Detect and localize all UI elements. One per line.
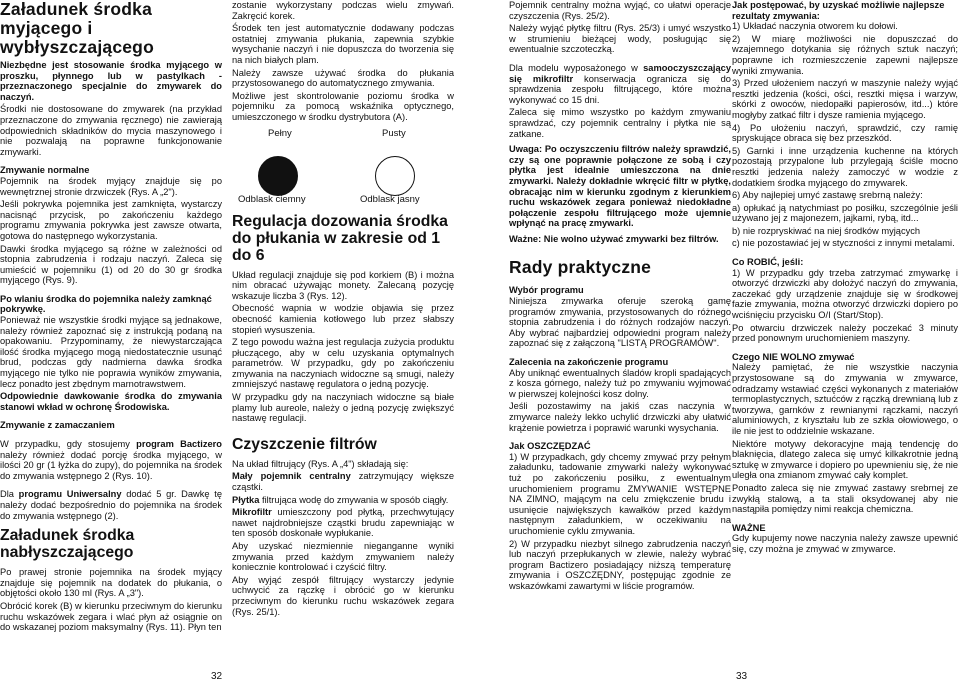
prewash-para-2 [0, 489, 222, 521]
heading-what-to-do: Co ROBIĆ, jeśli: [732, 257, 804, 268]
column-3 [509, 0, 731, 683]
best-3: 3) Przed ułożeniem naczyń w maszynie należy wyjąć resztki jedzenia (kości, ości, resztki mięsa i warzyw, skórki z owoców, niedopałki papierosów, itd...) które mogłyby zatkać filtr i dysze ramienia myjącego. [732, 78, 958, 120]
caption-dark: Odblask ciemny [238, 193, 306, 205]
normal-para-2: Jeśli pokrywka pojemnika jest zamknięta, wystarczy nacisnąć przycisk, po zakończeniu każdego programu zmywania pokrywka jest zawsze otwarta, gotowa do następnego wykorzystania. [0, 199, 222, 241]
filter-para-9 [509, 63, 731, 105]
filter-9-text-c: konserwacja ogranicza się do sprawdzenia zespołu filtrującego, które można wykonywać co 15 dni. [509, 73, 731, 105]
warning-no-filters: Ważne: Nie wolno używać zmywarki bez filtrów. [509, 233, 719, 244]
filter-para-4 [232, 507, 454, 539]
best-6: 6) Aby najlepiej umyć zastawę srebrną należy: [732, 190, 923, 201]
prewash-2-program: programu Uniwersalny [18, 489, 122, 500]
column-1 [0, 0, 222, 683]
not-wash-para-2: Niektóre motywy dekoracyjne mają tendencję do blaknięcia, dlatego zaleca się umyć kilkakrotnie jedną sztukę w zmywarce i dopiero po upewnieniu się, że nie uległa ona zmianom zmywać cały komplet. [732, 438, 958, 481]
page-number-left: 32 [211, 671, 223, 682]
prewash-1-text-a: W przypadku, gdy stosujemy [0, 439, 130, 449]
filter-2-text: zatrzymujący większe cząstki. [232, 471, 454, 493]
reg-para-3: Z tego powodu ważna jest regulacja zużycia produktu płuczącego, aby w celu uzyskania optymalnych parametrów. W przypadku, gdy po zakończeniu zmywania na naczyniach widoczne są smugi, należy zmniejszyć nastawę regulatora o jedną pozycję. [232, 337, 454, 390]
important-para: Gdy kupujemy nowe naczynia należy zawsze upewnić się, czy można je zmywać w zmywarce. [732, 533, 958, 554]
indicator-dark-icon [258, 156, 298, 196]
save-para-2: 2) W przypadku niezbyt silnego zabrudzenia naczyń lub naczyń przepłukanych w zlewie, należy wybrać program Bactizero posiadający niższą temperaturę zmywania i OSZCZĘDNY, postępując zgodnie ze wskazówkami zawartymi w liście programów. [509, 538, 731, 591]
heading-best-results: Jak postępować, by uzyskać możliwie najlepsze rezultaty zmywania: [732, 0, 945, 21]
rinse-level: Możliwe jest skontrolowanie poziomu środka w pojemniku za pomocą wskaźnika optycznego, umieszczonego w środku dystrybutora (A). [232, 90, 454, 122]
filter-9-bold: samooczyszczający się mikrofiltr [509, 62, 731, 84]
dose-para: Ponieważ nie wszystkie środki myjące są jednakowe, należy również zapoznać się z instrukcją podaną na opakowaniu. Przypominamy, że niewystarczająca ilość środka myjącego mogą niedostatecznie usunąć brud, podczas gdy nadmierna dawka środka myjącego nie tylko nie poprawia wyników zmywania, lecz ponadto jest zbędnym marnotrawstwem. [0, 315, 222, 389]
best-6c: c) nie pozostawiać jej w styczności z innymi metalami. [732, 238, 955, 249]
column-4 [732, 0, 958, 683]
rinse-use: Należy zawsze używać środka do płukania przystosowanego do automatycznego zmywania. [232, 67, 454, 89]
heading-after-program: Zalecenia na zakończenie programu [509, 357, 669, 368]
intro-bold: Niezbędne jest stosowanie środka myjącego w proszku, płynnego lub w pastylkach - przeznaczonego specjalnie do zmywarek do naczyń. [0, 60, 222, 102]
prewash-2-text-a: Dla [0, 489, 14, 500]
after-para-2: Jeśli pozostawimy na jakiś czas naczynia w zmywarce należy lekko uchylić drzwiczki aby ułatwić krążenie powietrza i poprawić warunki wysychania. [509, 401, 731, 433]
not-wash-para-3: Ponadto zaleca się nie zmywać zastawy srebrnej ze zwykłą stalową, a ta stali oksydowanej aby nie nastąpiła pomiędzy nimi reakcja chemiczna. [732, 482, 958, 515]
heading-save: Jak OSZCZĘDZAĆ [509, 441, 591, 452]
filter-3-bold: Płytka [232, 494, 260, 505]
best-1: 1) Układać naczynia otworem ku dołowi. [732, 21, 898, 32]
best-6a: a) opłukać ją natychmiast po posiłku, szczególnie jeśli używano jej z majonezem, jajkami, rybą, itd... [732, 202, 958, 224]
filter-para-6: Aby wyjąć zespół filtrujący wystarczy jedynie uchwycić za rączkę i obrócić go w kierunku przeciwnym do kierunku ruchu wskazówek zegara (Rys. 25/1). [232, 574, 454, 617]
filter-3-text: filtrująca wodę do zmywania w sposób ciągły. [262, 494, 449, 505]
best-2: 2) W miarę możliwości nie dopuszczać do wzajemnego dotykania się różnych sztuk naczyń; poprawne ich rozmieszczenie zapewni najlepsze wyniki zmywania. [732, 33, 958, 76]
title-rinse-aid: Załadunek środka nabłyszczającego [0, 527, 135, 562]
heading-program-choice: Wybór programu [509, 285, 584, 296]
normal-para-3: Dawki środka myjącego są różne w zależności od stopnia zabrudzenia i rodzaju naczyń. Zaleca się umieścić w pojemniku (1) od 20 do 30 gr środka myjącego (Rys. 9). [0, 243, 222, 286]
after-para-1: Aby uniknąć ewentualnych śladów kropli spadających z kosza górnego, należy tuż po zmywaniu wyjmować w pierwszej kolejności kosz dolny. [509, 367, 731, 399]
warning-filter-fit: Uwaga: Po oczyszczeniu filtrów należy sprawdzić, czy są one poprawnie połączone ze sobą i czy płytka jest idealnie umieszczona na dnie zmywarki. Należy dokładnie wkręcić filtr w płytkę, obracając nim w kierunku zgodnym z kierunkiem ruchu wskazówek zegara ponieważ niedokładne połączenie zespołu filtrującego może ujemnie wpłynąć na pracę zmywarki. [509, 144, 731, 229]
best-4: 4) Po ułożeniu naczyń, sprawdzić, czy ramię spryskujące obraca się bez przeszkód. [732, 122, 958, 144]
heading-important: WAŻNE [732, 522, 766, 533]
heading-not-wash: Czego NIE WOLNO zmywać [732, 351, 855, 362]
reg-para-4: W przypadku gdy na naczyniach widoczne są białe plamy lub aureole, należy o jedną pozycję zwiększyć nastawę regulacji. [232, 392, 454, 424]
rinse-indicator-figure [232, 129, 454, 207]
prewash-para-1 [0, 439, 222, 481]
title-practical-tips: Rady praktyczne [509, 257, 652, 278]
title-detergent-loading: Załadunek środka myjącego i wybłyszczającego [0, 0, 154, 57]
do-para-1: 1) W przypadku gdy trzeba zatrzymać zmywarkę i otworzyć drzwiczki aby dołożyć naczyń do zmywania, zaczekać gdy urządzenie znajduje się w środkowej fazie zmywania, można otworzyć drzwiczki dopiero po wciśnięciu przycisku O/I (Start/Stop). [732, 267, 958, 321]
best-5: 5) Garnki i inne urządzenia kuchenne na których pozostają przypalone lub przylegają ściśle mocno resztki jedzenia należy zamoczyć w wodzie z dodatkiem środka myjącego do zmywarek. [732, 145, 958, 188]
filter-para-5: Aby uzyskać niezmiennie nieganganne wyniki zmywania przed każdym zmywaniem należy koniecznie kontrolować i czyścić filtry. [232, 541, 454, 573]
rinse-cont: zostanie wykorzystany podczas wielu zmywań. Zakręcić korek. [232, 0, 454, 21]
column-2 [232, 0, 454, 683]
title-rinse-regulation: Regulacja dozowania środka do płukania w zakresie od 1 do 6 [232, 212, 448, 264]
filter-para-8: Należy wyjąć płytkę filtru (Rys. 25/3) i umyć wszystko w strumieniu bieżącej wody, posługując się ewentualnie szczoteczką. [509, 23, 731, 55]
reg-para-2: Obecność wapnia w wodzie objawia się przez obecność kamienia kotłowego lub przez słabszy stopień wysuszenia. [232, 303, 454, 335]
prewash-2-text-c: dodać 5 gr. Dawkę tę należy dodać bezpośrednio do pojemnika na środek do zmywania wstępnego (2). [0, 489, 222, 521]
page-number-right: 33 [736, 671, 748, 682]
rinse-para-1: Po prawej stronie pojemnika na środek myjący znajduje się pojemnik na dodatek do płukania, o objętości około 130 ml (Rys. A „3"). [0, 567, 222, 599]
indicator-light-icon [375, 156, 415, 196]
prewash-1-program: program Bactizero [136, 439, 222, 449]
label-full: Pełny [268, 127, 292, 139]
filter-para-7: Pojemnik centralny można wyjąć, co ułatwi operacje czyszczenia (Rys. 25/2). [509, 0, 731, 21]
prewash-1-text-c: należy również dodać porcję środka myjącego, w ilości 20 gr (1 łyżka do zupy), do pojemnika na środek do zmywania wstępnego 2 (Rys. 10). [0, 449, 222, 481]
dose-eco-note: Odpowiednie dawkowanie środka do zmywania stanowi wkład w ochronę Środowiska. [0, 391, 222, 412]
filter-4-text: umieszczony pod płytką, przechwytujący nawet najdrobniejsze cząstki brudu zapewniając w ten sposób doskonałe wypłukanie. [232, 507, 454, 539]
do-para-2: Po otwarciu drzwiczek należy poczekać 3 minuty przed ponownym uruchomieniem maszyny. [732, 322, 958, 344]
choice-para: Niniejsza zmywarka oferuje szeroką gamę programów zmywania, przystosowanych do różnego stopnia zabrudzenia i do różnych rodzajów naczyń. Aby wybrać najbardziej odpowiedni program należy zapoznać się z załączoną "LISTĄ PROGRAMÓW". [509, 296, 731, 349]
rinse-para-2: Obrócić korek (B) w kierunku przeciwnym do kierunku ruchu wskazówek zegara i wlać płyn aż osiągnie on do wskazanej poziom maksymalny (Rys. 11). Płyn ten [0, 600, 222, 633]
save-para-1: 1) W przypadkach, gdy chcemy zmywać przy pełnym załadunku, tadowanie zmywarki należy wykonywać tuż po zakończeniu posiłku, z ewentualnym uruchomieniem programu ZMYWANIE WSTĘPNE NA ZIMNO, mającym na celu zmiękczenie brudu i usunięcie największych kawałków przed każdym następnym załadunkiem, w oczekiwaniu na uruchomienie cyklu zmywania. [509, 451, 731, 536]
normal-para-1: Pojemnik na środek myjący znajduje się po wewnętrznej stronie drzwiczek (Rys. A „2"). [0, 175, 222, 197]
filter-para-3 [232, 495, 454, 506]
reg-para-1: Układ regulacji znajduje się pod korkiem (B) i można nim obracać używając monety. Zalecaną pozycję wskazuje liczba 3 (Rys. 12). [232, 269, 454, 301]
rinse-auto: Środek ten jest automatycznie dodawany podczas ostatniej zmywania płukania, zapewnia szybkie wysychanie naczyń i nie dopuszcza do tworzenia się na nich białych plam. [232, 23, 454, 65]
caption-light: Odblask jasny [360, 193, 420, 205]
heading-prewash: Zmywanie z zamaczaniem [0, 420, 115, 431]
best-6b: b) nie rozpryskiwać na niej środków myjących [732, 225, 921, 236]
heading-close-lid: Po wlaniu środka do pojemnika należy zamknąć pokrywkę. [0, 293, 212, 315]
heading-normal-wash: Zmywanie normalne [0, 165, 90, 176]
label-empty: Pusty [382, 127, 406, 139]
filter-para-2 [232, 471, 454, 492]
filter-9-text-a: Dla modelu wyposażonego w [509, 62, 638, 73]
filter-2-bold: Mały pojemnik centralny [232, 471, 351, 482]
filter-4-bold: Mikrofiltr [232, 507, 272, 518]
filter-para-1: Na układ filtrujący (Rys. A „4") składają się: [232, 458, 409, 469]
intro-text: Środki nie dostosowane do zmywarek (na przykład przeznaczone do zmywania ręcznego) nie zawierają odpowiednich składników do mycia maszynowego i nie pozwalają na poprawne funkcjonowanie zmywarki. [0, 104, 222, 157]
filter-para-10: Zaleca się mimo wszystko po każdym zmywaniu sprawdzać, czy pojemnik centralny i płytka nie są zatkane. [509, 107, 731, 139]
not-wash-para-1: Należy pamiętać, że nie wszystkie naczynia przystosowane są do zmywania w zmywarce, odradzamy wstawiać części wykonanych z materiałów termoplastycznych, sztućców z rączką drewnianą lub z tworzywa, garnków z rewnianymi rączkami, naczyń aluminiowych, z kryształu lub ze szkła ołowiowego, o ile nie jest to oddzielnie wskazane. [732, 362, 958, 436]
title-filter-cleaning: Czyszczenie filtrów [232, 435, 377, 453]
